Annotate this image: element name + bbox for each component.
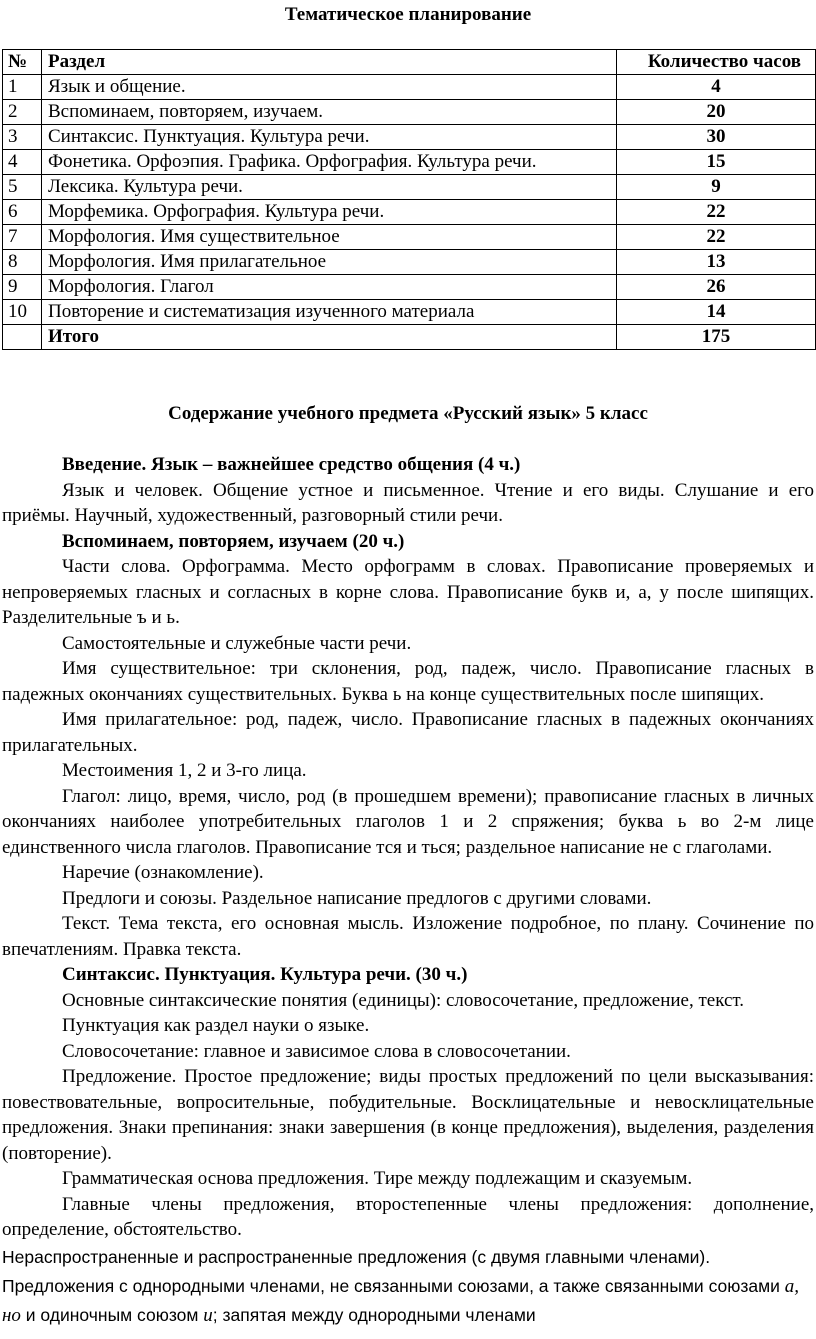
- table-row: [3, 150, 816, 175]
- row-section: Повторение и систематизация изученного материала: [42, 300, 617, 325]
- row-hours: 4: [617, 75, 816, 100]
- paragraph-segment: Предложения с однородными членами, не связанными союзами, а также связанными союзами: [2, 1275, 785, 1296]
- paragraph: Предлоги и союзы. Раздельное написание предлогов с другими словами.: [62, 887, 652, 909]
- paragraph: Текст. Тема текста, его основная мысль. Изложение подробное, по плану. Сочинение по впечатлениям. Правка текста.: [2, 913, 814, 960]
- row-num: 3: [3, 125, 42, 150]
- row-num: 2: [3, 100, 42, 125]
- row-section: Лексика. Культура речи.: [42, 175, 617, 200]
- total-row: [3, 325, 816, 350]
- table-row: [3, 200, 816, 225]
- plan-title: Тематическое планирование: [284, 4, 532, 25]
- paragraph: Язык и человек. Общение устное и письменное. Чтение и его виды. Слушание и его приёмы. Научный, художественный, разговорный стили речи.: [2, 479, 814, 526]
- row-section: Морфология. Глагол: [42, 275, 617, 300]
- paragraph-segment: ; запятая между однородными членами: [212, 1304, 536, 1325]
- row-section: Морфология. Имя существительное: [42, 225, 617, 250]
- row-num: 8: [3, 250, 42, 275]
- row-hours: 13: [617, 250, 816, 275]
- row-hours: 9: [617, 175, 816, 200]
- paragraph: Местоимения 1, 2 и 3-го лица.: [62, 760, 307, 781]
- row-hours: 30: [617, 125, 816, 150]
- row-num: 9: [3, 275, 42, 300]
- paragraph: Наречие (ознакомление).: [62, 862, 264, 883]
- table-row: [3, 275, 816, 300]
- section-heading: Синтаксис. Пунктуация. Культура речи. (30 ч.): [62, 964, 468, 985]
- row-num: 5: [3, 175, 42, 200]
- table-row: [3, 225, 816, 250]
- paragraph-segment: и одиночным союзом: [20, 1304, 204, 1325]
- total-label: Итого: [42, 325, 617, 350]
- paragraph: Грамматическая основа предложения. Тире между подлежащим и сказуемым.: [62, 1168, 693, 1189]
- table-row: [3, 125, 816, 150]
- section-heading: Вспоминаем, повторяем, изучаем (20 ч.): [62, 530, 405, 552]
- row-hours: 22: [617, 225, 816, 250]
- header-hours: Количество часов: [617, 50, 816, 75]
- table-row: [3, 300, 816, 325]
- row-section: Фонетика. Орфоэпия. Графика. Орфография. Культура речи.: [42, 150, 617, 175]
- row-hours: 14: [617, 300, 816, 325]
- paragraph: Имя прилагательное: род, падеж, число. Правописание гласных в падежных окончаниях прилагательных.: [2, 709, 814, 756]
- paragraph: Словосочетание: главное и зависимое слова в словосочетании.: [62, 1040, 571, 1062]
- table-row: [3, 175, 816, 200]
- row-hours: 15: [617, 150, 816, 175]
- row-num: 4: [3, 150, 42, 175]
- row-hours: 20: [617, 100, 816, 125]
- content-body: [2, 452, 814, 1330]
- row-hours: 22: [617, 200, 816, 225]
- header-section: Раздел: [42, 50, 617, 75]
- paragraph: Нераспространенные и распространенные предложения (с двумя главными членами).: [2, 1246, 711, 1267]
- paragraph: Имя существительное: три склонения, род, падеж, число. Правописание гласных в падежных окончаниях существительных. Буква ь на конце существительных после шипящих.: [2, 658, 814, 705]
- table-row: [3, 75, 816, 100]
- row-hours: 26: [617, 275, 816, 300]
- paragraph: Основные синтаксические понятия (единицы): словосочетание, предложение, текст.: [62, 989, 745, 1011]
- row-section: Морфология. Имя прилагательное: [42, 250, 617, 275]
- content-title: Содержание учебного предмета «Русский язык» 5 класс: [168, 403, 648, 424]
- paragraph: Пунктуация как раздел науки о языке.: [62, 1015, 370, 1036]
- table-header-row: [3, 50, 816, 75]
- paragraph: [2, 1272, 814, 1330]
- table-row: [3, 250, 816, 275]
- row-section: Вспоминаем, повторяем, изучаем.: [42, 100, 617, 125]
- section-heading: Введение. Язык – важнейшее средство общения (4 ч.): [62, 454, 521, 475]
- row-section: Синтаксис. Пунктуация. Культура речи.: [42, 125, 617, 150]
- plan-table: [2, 49, 816, 350]
- row-section: Язык и общение.: [42, 75, 617, 100]
- paragraph: Главные члены предложения, второстепенные члены предложения: дополнение, определение, обстоятельство.: [2, 1193, 814, 1240]
- paragraph-segment: а, но: [2, 1275, 800, 1326]
- header-num: №: [3, 50, 42, 75]
- row-section: Морфемика. Орфография. Культура речи.: [42, 200, 617, 225]
- total-hours: 175: [617, 325, 816, 350]
- paragraph-segment: и: [203, 1304, 213, 1326]
- row-num: 7: [3, 225, 42, 250]
- row-num: 6: [3, 200, 42, 225]
- row-num: 1: [3, 75, 42, 100]
- paragraph: Предложение. Простое предложение; виды простых предложений по цели высказывания: повествовательные, вопросительные, побудительные. Восклицательные и невосклицательные предложения. Знаки препинания: знаки завершения (в конце предложения), выделения, разделения (повторение).: [2, 1066, 814, 1164]
- table-row: [3, 100, 816, 125]
- paragraph: Самостоятельные и служебные части речи.: [62, 632, 412, 654]
- row-num: 10: [3, 300, 42, 325]
- total-num: [3, 325, 42, 350]
- paragraph: Глагол: лицо, время, число, род (в прошедшем времени); правописание гласных в личных окончаниях наиболее употребительных глаголов 1 и 2 спряжения; буква ь во 2-м лице единственного числа глаголов. Правописание тся и ться; раздельное написание не с глаголами.: [2, 785, 814, 858]
- paragraph: Части слова. Орфограмма. Место орфограмм в словах. Правописание проверяемых и непроверяемых гласных и согласных в корне слова. Правописание букв и, а, у после шипящих. Разделительные ъ и ь.: [2, 556, 814, 628]
